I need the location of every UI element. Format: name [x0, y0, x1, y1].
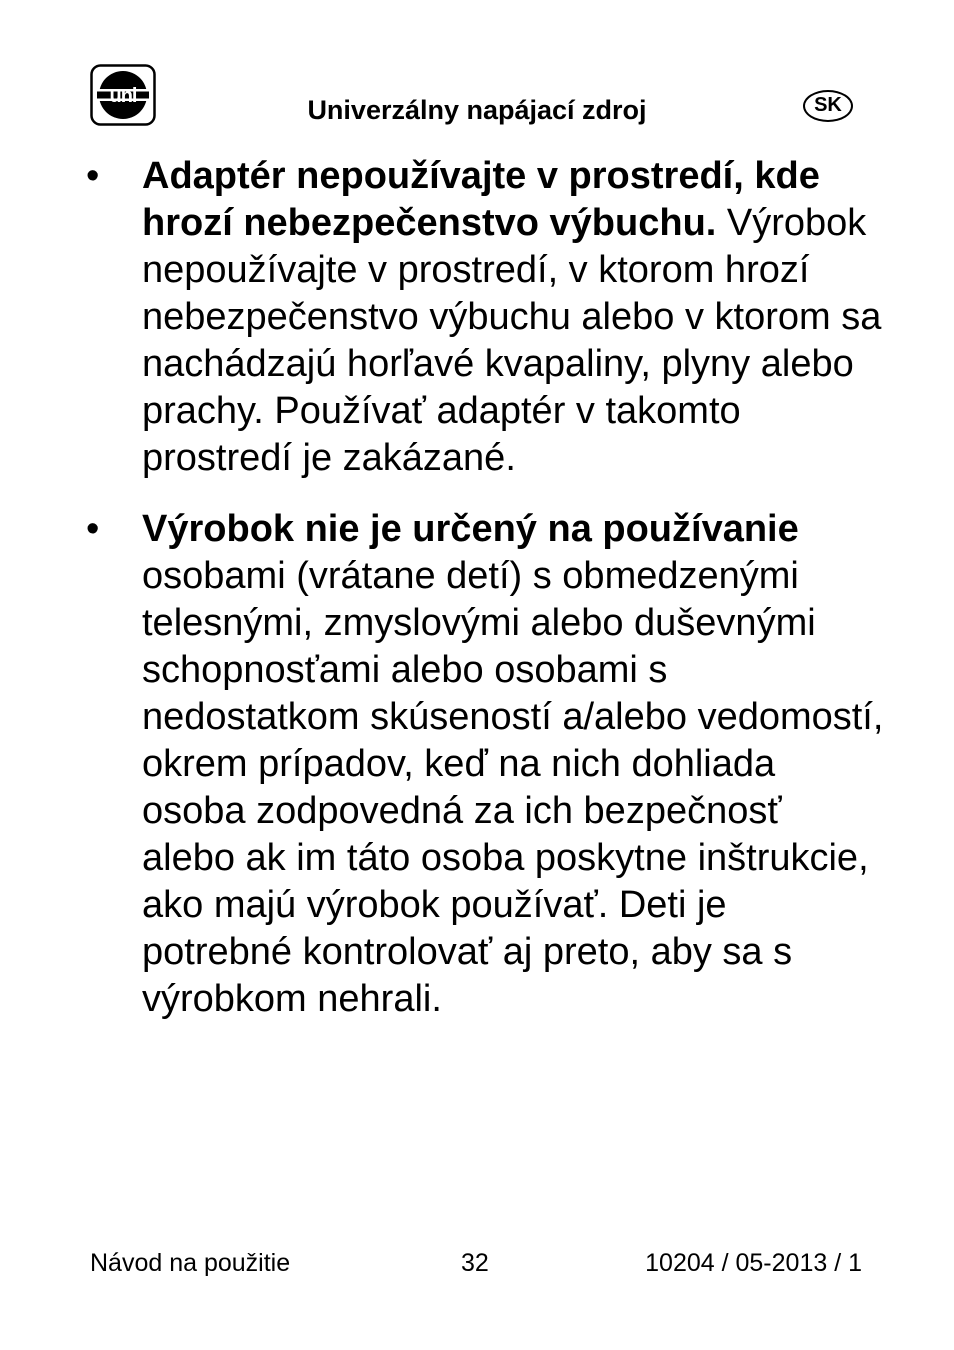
svg-text:uni: uni [109, 85, 137, 107]
document-title: Univerzálny napájací zdroj [307, 95, 647, 125]
footer-doc-code: 10204 / 05-2013 / 1 [645, 1249, 862, 1277]
item-text: osobami (vrátane detí) s obmedzenými telesnými, zmyslovými alebo duševnými schopnosťami alebo osobami s nedostatkom skúseností a/alebo vedomostí, okrem prípadov, keď na nich dohliada osoba zodpovedná za ich bezpečnosť alebo ak im táto osoba poskytne inštrukcie, ako majú výrobok používať. Deti je potrebné kontrolovať aj preto, aby sa s výrobkom nehrali. [142, 555, 884, 1020]
list-item [0, 506, 954, 1023]
page-number: 32 [461, 1249, 489, 1277]
footer-doc-type: Návod na použitie [90, 1249, 291, 1277]
list-item [0, 153, 954, 482]
language-badge: SK [803, 90, 853, 122]
bullet-icon: • [86, 508, 100, 550]
item-heading: Výrobok nie je určený na používanie [142, 508, 799, 550]
item-text: Výrobok nepoužívajte v prostredí, v ktorom hrozí nebezpečenstvo výbuchu alebo v ktorom sa nachádzajú horľavé kvapaliny, plyny alebo prachy. Používať adaptér v takomto prostredí je zakázané. [142, 202, 882, 479]
warnings-list [0, 153, 954, 1023]
item-heading: Adaptér nepoužívajte v prostredí, kde hrozí nebezpečenstvo výbuchu. [142, 155, 820, 244]
bullet-icon: • [86, 155, 100, 197]
